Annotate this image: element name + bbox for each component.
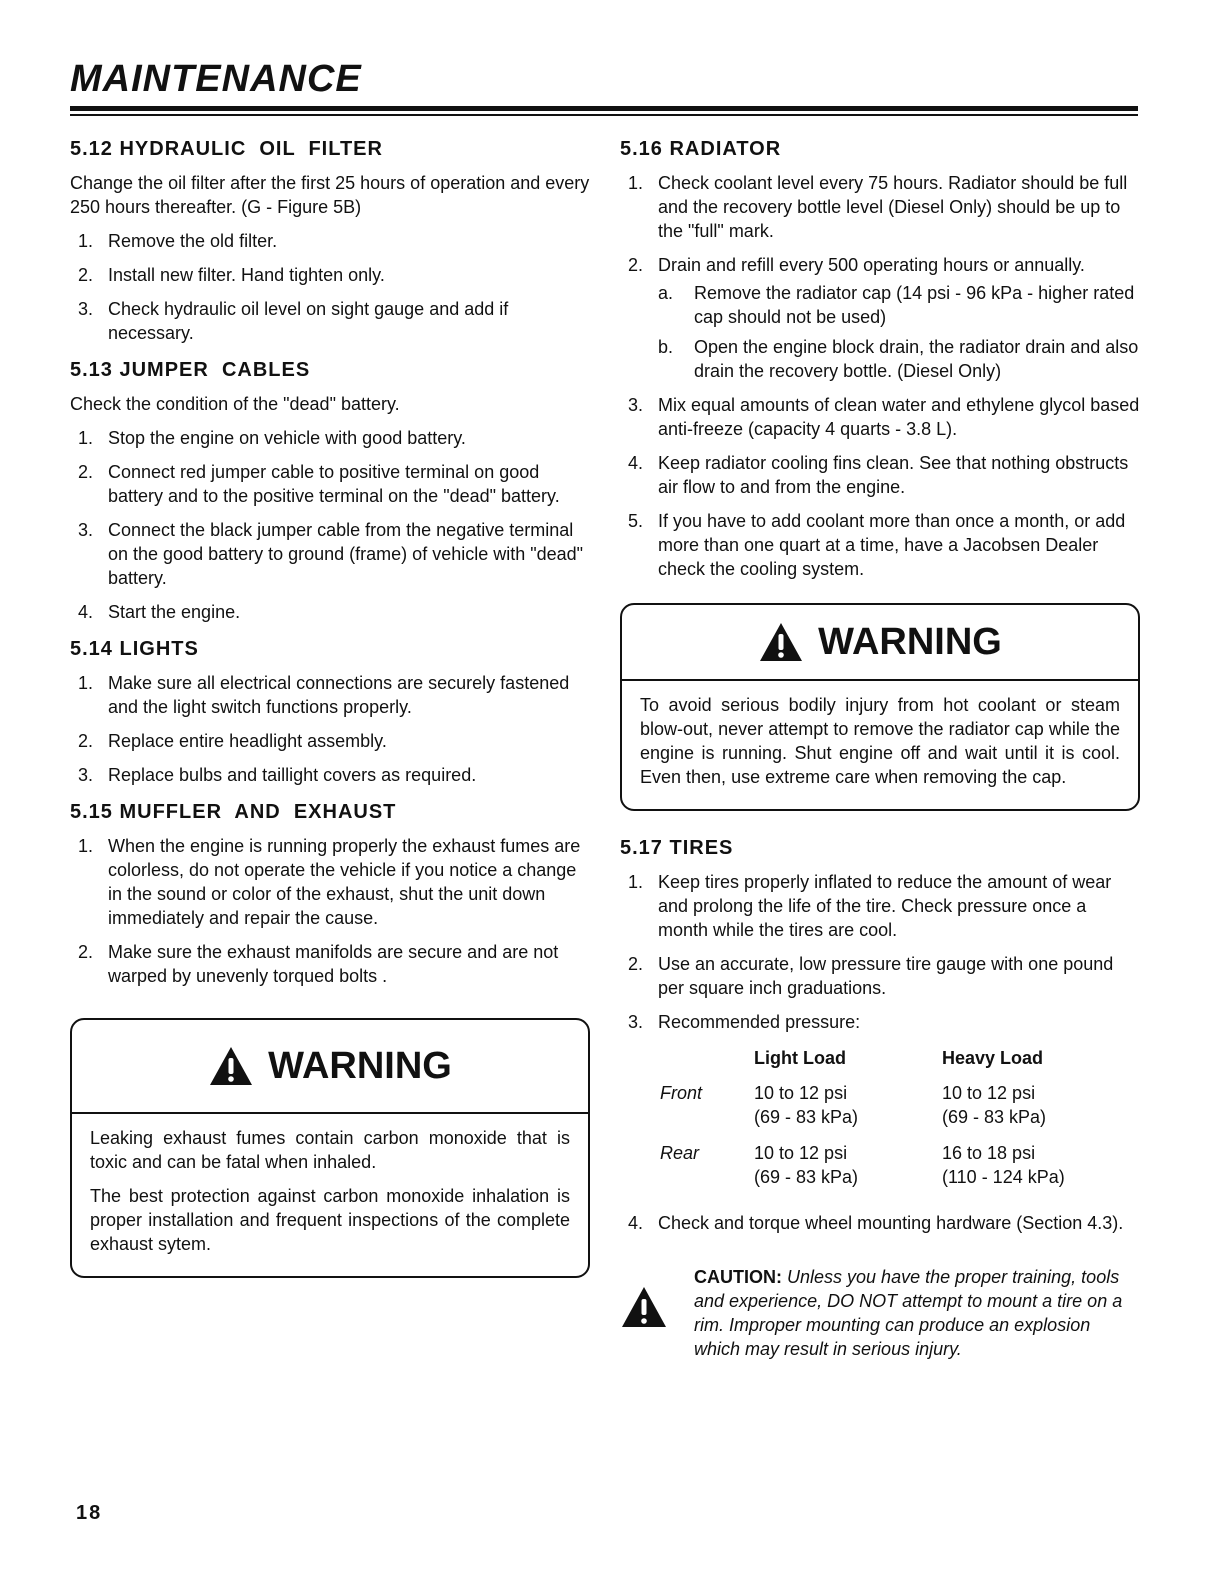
section-title: 5.13 JUMPER CABLES — [70, 359, 311, 381]
warning-text: Leaking exhaust fumes contain carbon monoxide that is toxic and can be fatal when inhaled. — [90, 1128, 570, 1172]
section-5-13-jumper-cables — [70, 359, 590, 624]
step-list — [70, 229, 590, 345]
table-header-row — [660, 1048, 1065, 1081]
warning-triangle-icon — [208, 1045, 254, 1087]
radiator-warning-box — [620, 603, 1140, 811]
list-item: 3. Replace bulbs and taillight covers as required. — [78, 765, 477, 785]
list-item: 1. Check coolant level every 75 hours. Radiator should be full and the recovery bottle level (Diesel Only) should be up to the "full" mark. — [628, 173, 1128, 241]
exhaust-warning-box — [70, 1018, 590, 1278]
warning-body — [72, 1114, 588, 1276]
header-rule-thick — [70, 106, 1138, 111]
right-column — [620, 130, 1140, 1361]
list-item: 1. When the engine is running properly the exhaust fumes are colorless, do not operate the vehicle if you notice a change in the sound or color of the exhaust, shut the unit down immediately and repair the cause. — [78, 836, 581, 928]
list-item: 2. Drain and refill every 500 operating hours or annually. a. Remove the radiator cap (14 psi - 96 kPa - higher rated cap should not be used) b. Open the engine block drain, the radiator drain and also drain the recovery bottle. (Diesel Only) — [628, 255, 1139, 381]
header-rule-thin — [70, 114, 1138, 116]
section-intro: Check the condition of the "dead" battery. — [70, 394, 400, 414]
list-item: b. Open the engine block drain, the radiator drain and also drain the recovery bottle. (Diesel Only) — [658, 337, 1139, 381]
step-list — [70, 426, 590, 624]
table-row: Rear 10 to 12 psi (69 - 83 kPa) 16 to 18 psi (110 - 124 kPa) — [660, 1141, 1065, 1201]
caution-triangle-icon — [620, 1285, 668, 1329]
step-list — [70, 834, 590, 988]
warning-header — [72, 1020, 588, 1114]
caution-note — [620, 1265, 1140, 1361]
caution-label: CAUTION: — [694, 1267, 782, 1287]
section-title: 5.14 LIGHTS — [70, 638, 199, 660]
list-item: 3. Check hydraulic oil level on sight gauge and add if necessary. — [78, 299, 509, 343]
list-item: 2. Connect red jumper cable to positive terminal on good battery and to the positive terminal on the "dead" battery. — [78, 462, 560, 506]
caution-text: Unless you have the proper training, tools and experience, DO NOT attempt to mount a tire on a rim. Improper mounting can produce an explosion which may result in serious injury. — [694, 1267, 1123, 1359]
section-intro: Change the oil filter after the first 25 hours of operation and every 250 hours thereafter. (G - Figure 5B) — [70, 173, 590, 217]
row-label: Rear — [660, 1143, 700, 1163]
list-item: 2. Make sure the exhaust manifolds are secure and are not warped by unevenly torqued bolts . — [78, 942, 559, 986]
list-item: 3. Recommended pressure: — [628, 1012, 861, 1032]
section-title: 5.15 MUFFLER AND EXHAUST — [70, 801, 397, 823]
warning-body — [622, 681, 1138, 809]
section-title: 5.17 TIRES — [620, 837, 734, 859]
warning-header — [622, 605, 1138, 681]
list-item: 1. Remove the old filter. — [78, 231, 278, 251]
step-list — [620, 1211, 1140, 1235]
step-list — [70, 671, 590, 787]
list-item: 4. Start the engine. — [78, 602, 241, 622]
warning-text: To avoid serious bodily injury from hot coolant or steam blow-out, never attempt to remove the radiator cap while the engine is running. Shut engine off and wait until it is cool. Even then, use extreme care when removing the cap. — [640, 695, 1120, 787]
list-item: 2. Use an accurate, low pressure tire gauge with one pound per square inch graduations. — [628, 954, 1114, 998]
warning-triangle-icon — [758, 621, 804, 663]
section-5-16-radiator — [620, 138, 1140, 581]
column-header-light-load: Light Load — [754, 1048, 846, 1068]
list-item: 2. Install new filter. Hand tighten only. — [78, 265, 385, 285]
warning-label: WARNING — [268, 1044, 452, 1087]
step-list — [620, 870, 1140, 1034]
list-item: 1. Stop the engine on vehicle with good battery. — [78, 428, 466, 448]
step-list — [620, 171, 1140, 581]
list-item: 1. Make sure all electrical connections are securely fastened and the light switch functions properly. — [78, 673, 570, 717]
list-item: 3. Connect the black jumper cable from the negative terminal on the good battery to ground (frame) of vehicle with "dead" battery. — [78, 520, 584, 588]
section-5-12-hydraulic-oil-filter — [70, 138, 590, 345]
column-header-heavy-load: Heavy Load — [942, 1048, 1044, 1068]
section-title: 5.12 HYDRAULIC OIL FILTER — [70, 138, 383, 160]
list-item: 1. Keep tires properly inflated to reduce the amount of wear and prolong the life of the tire. Check pressure once a month while the tires are cool. — [628, 872, 1112, 940]
warning-label: WARNING — [818, 620, 1002, 663]
page-header — [70, 58, 362, 101]
list-item: a. Remove the radiator cap (14 psi - 96 kPa - higher rated cap should not be used) — [658, 283, 1135, 327]
list-item: 4. Keep radiator cooling fins clean. See that nothing obstructs air flow to and from the engine. — [628, 453, 1129, 497]
page-title: MAINTENANCE — [70, 58, 362, 100]
row-label: Front — [660, 1083, 703, 1103]
list-item: 5. If you have to add coolant more than once a month, or add more than one quart at a time, have a Jacobsen Dealer check the cooling system. — [628, 511, 1126, 579]
section-title: 5.16 RADIATOR — [620, 138, 782, 160]
sub-step-list — [658, 281, 1140, 383]
section-5-15-muffler-and-exhaust — [70, 801, 590, 988]
page-number: 18 — [76, 1502, 103, 1524]
list-item: 4. Check and torque wheel mounting hardware (Section 4.3). — [628, 1213, 1124, 1233]
left-column — [70, 130, 590, 1278]
section-5-14-lights — [70, 638, 590, 787]
table-row: Front 10 to 12 psi (69 - 83 kPa) 10 to 12 psi (69 - 83 kPa) — [660, 1081, 1065, 1141]
list-item: 3. Mix equal amounts of clean water and ethylene glycol based anti-freeze (capacity 4 quarts - 3.8 L). — [628, 395, 1140, 439]
list-item: 2. Replace entire headlight assembly. — [78, 731, 387, 751]
tire-pressure-table — [660, 1048, 1065, 1201]
section-5-17-tires — [620, 837, 1140, 1235]
warning-text: The best protection against carbon monoxide inhalation is proper installation and frequent inspections of the complete exhaust sytem. — [90, 1186, 570, 1254]
